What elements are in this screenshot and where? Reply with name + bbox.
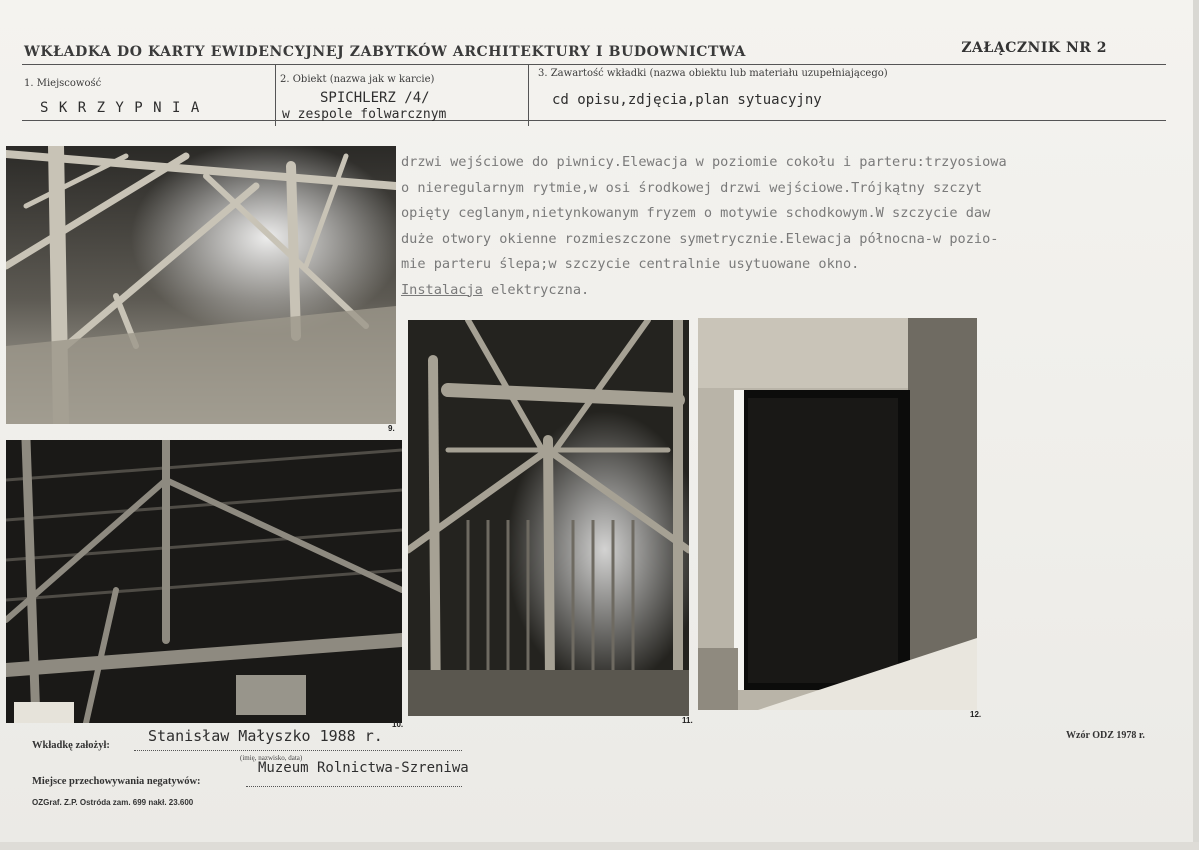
photo-number-9: 9.	[388, 424, 395, 433]
author-hint: (imię, nazwisko, data)	[240, 754, 303, 762]
header-rule-bottom	[22, 120, 1166, 121]
description-line-1: drzwi wejściowe do piwnicy.Elewacja w poziomie cokołu i parteru:trzyosiowa	[401, 154, 1007, 170]
storage-label: Miejsce przechowywania negatywów:	[32, 776, 201, 787]
annex-number: ZAŁĄCZNIK NR 2	[961, 40, 1107, 56]
photo-attic-trusses	[6, 146, 396, 424]
object-value-line-2: w zespole folwarcznym	[282, 107, 447, 122]
form-title: WKŁADKA DO KARTY EWIDENCYJNEJ ZABYTKÓW ARCHITEKTURY I BUDOWNICTWA	[24, 44, 746, 60]
description-line-2: o nieregularnym rytmie,w osi środkowej drzwi wejściowe.Trójkątny szczyt	[401, 179, 983, 196]
author-dotted-line	[134, 750, 462, 751]
description-underlined-word: Instalacja	[401, 281, 483, 298]
storage-value: Muzeum Rolnictwa-Szreniwa	[258, 760, 469, 776]
description-text	[401, 150, 1161, 303]
locality-value: S K R Z Y P N I A	[40, 100, 201, 116]
description-line-4: duże otwory okienne rozmieszczone symetrycznie.Elewacja północna-w pozio-	[401, 230, 999, 247]
photo-entrance-door	[698, 318, 977, 710]
form-model: Wzór ODZ 1978 r.	[1066, 730, 1145, 741]
description-line-6: elektryczna.	[482, 281, 590, 298]
photo-roof-interior	[6, 440, 402, 723]
photo-number-11: 11.	[682, 716, 693, 725]
locality-label: 1. Miejscowość	[24, 78, 102, 89]
photo-interior-posts	[408, 320, 689, 716]
contents-label: 3. Zawartość wkładki (nazwa obiektu lub materiału uzupełniającego)	[538, 68, 888, 79]
description-line-3: opięty ceglanym,nietynkowanym fryzem o motywie schodkowym.W szczycie daw	[401, 205, 991, 221]
header-rule-top	[22, 64, 1166, 65]
author-value: Stanisław Małyszko 1988 r.	[148, 727, 383, 745]
field-divider-1	[275, 64, 276, 126]
object-value-line-1: SPICHLERZ /4/	[320, 90, 430, 106]
photo-number-12: 12.	[970, 710, 982, 719]
description-line-5: mie parteru ślepa;w szczycie centralnie usytuowane okno.	[401, 256, 860, 272]
storage-dotted-line	[246, 786, 462, 787]
object-label: 2. Obiekt (nazwa jak w karcie)	[280, 74, 435, 85]
author-label: Wkładkę założył:	[32, 740, 110, 751]
printer-info: OZGraf. Z.P. Ostróda zam. 699 nakł. 23.600	[32, 798, 194, 807]
sheet-edge-bottom	[0, 842, 1199, 850]
field-divider-2	[528, 64, 529, 126]
sheet-edge-right	[1193, 0, 1199, 850]
photo-number-10: 10.	[392, 720, 404, 729]
contents-value: cd opisu,zdjęcia,plan sytuacyjny	[552, 92, 822, 108]
